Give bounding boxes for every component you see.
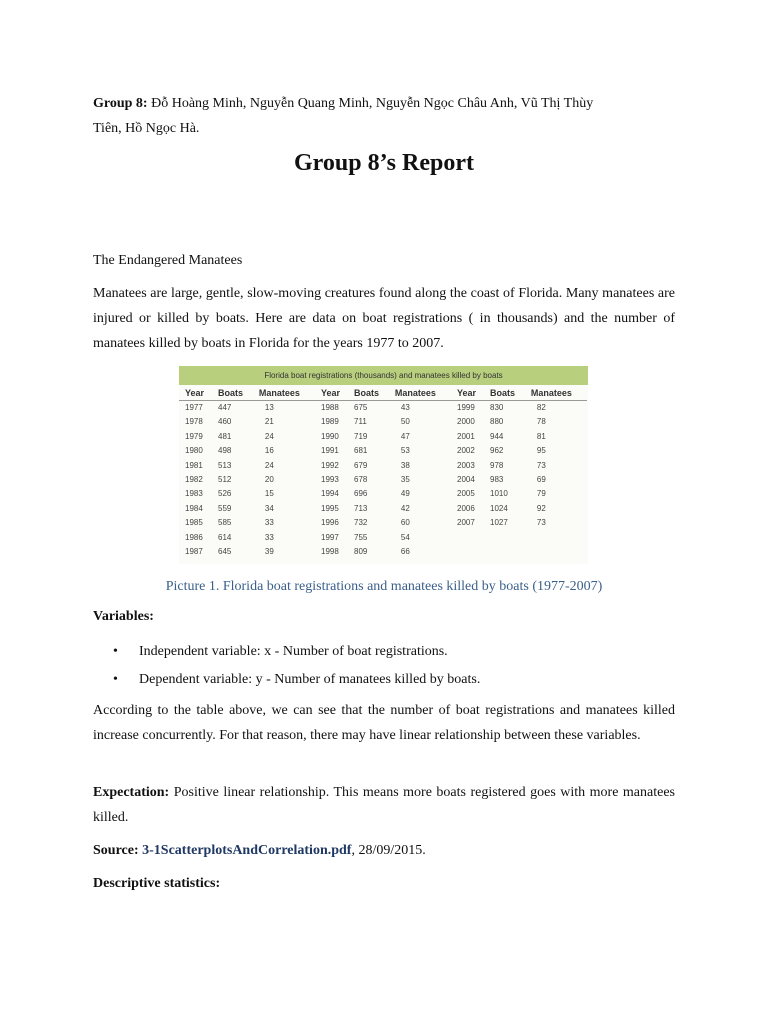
table-row (451, 444, 587, 458)
table-cell: 585 (218, 518, 232, 528)
column-header: Manatees (389, 385, 451, 401)
table-cell: 79 (536, 489, 546, 499)
table-row (451, 415, 587, 429)
table-cell: 830 (490, 403, 504, 412)
table-row (451, 430, 587, 444)
bullet-icon: • (113, 644, 118, 659)
table-cell: 38 (400, 460, 410, 470)
table-row (179, 473, 315, 487)
table-row (451, 401, 587, 416)
members-line-1: Đỗ Hoàng Minh, Nguyễn Quang Minh, Nguyễn Ngọc Châu Anh, Vũ Thị Thùy (147, 96, 594, 111)
table-row (179, 545, 315, 559)
table-cell: 34 (264, 503, 274, 513)
dependent-variable: Dependent variable: y - Number of manatees killed by boats. (139, 672, 481, 687)
table-cell: 2003 (457, 460, 475, 470)
table-cell: 33 (264, 518, 274, 528)
bullet-icon: • (113, 672, 118, 687)
table-cell: 1982 (185, 475, 203, 485)
table-cell: 1999 (457, 403, 475, 412)
table-cell: 1984 (185, 503, 203, 513)
table-row (315, 444, 451, 458)
column-header: Year (179, 385, 212, 401)
table-cell: 78 (536, 417, 546, 427)
report-title: Group 8’s Report (294, 150, 474, 176)
boat-manatee-table-image (179, 366, 588, 564)
group-members (93, 91, 675, 141)
table-cell: 66 (400, 547, 410, 557)
members-line-2: Tiên, Hồ Ngọc Hà. (93, 121, 200, 136)
table-cell: 447 (218, 403, 232, 412)
table-cell: 92 (536, 503, 546, 513)
table-cell: 719 (354, 431, 368, 441)
column-header: Year (451, 385, 484, 401)
table-cell: 755 (354, 532, 368, 542)
source-link[interactable]: 3-1ScatterplotsAndCorrelation.pdf (142, 843, 352, 858)
table-cell: 711 (354, 417, 367, 427)
table-cell: 43 (400, 403, 410, 412)
table-cell: 1998 (321, 547, 339, 557)
table-row (315, 415, 451, 429)
table-row (315, 545, 451, 559)
table-cell: 1979 (185, 431, 203, 441)
table-cell: 39 (264, 547, 274, 557)
table-row (179, 459, 315, 473)
source-line (93, 838, 675, 863)
table-cell: 95 (536, 446, 546, 456)
table-cell: 1991 (321, 446, 339, 456)
column-header: Manatees (253, 385, 315, 401)
table-cell: 732 (354, 518, 368, 528)
column-header: Boats (212, 385, 253, 401)
table-cell: 1995 (321, 503, 339, 513)
table-row (179, 401, 315, 416)
table-columns (179, 385, 588, 559)
table-cell: 73 (536, 518, 546, 528)
table-group-3 (451, 385, 587, 559)
table-cell: 2006 (457, 503, 475, 513)
table-row (315, 531, 451, 545)
table-cell: 481 (218, 431, 232, 441)
list-item (93, 638, 675, 666)
variables-heading (93, 604, 675, 629)
table-cell: 679 (354, 460, 368, 470)
table-row (315, 487, 451, 501)
table-cell: 24 (264, 431, 274, 441)
table-cell: 54 (400, 532, 410, 542)
table-cell: 53 (400, 446, 410, 456)
table-cell: 460 (218, 417, 232, 427)
table-cell: 49 (400, 489, 410, 499)
table-cell: 1980 (185, 446, 203, 456)
table-cell: 2001 (457, 431, 475, 441)
table-cell: 24 (264, 460, 274, 470)
table-cell: 1985 (185, 518, 203, 528)
table-row (315, 516, 451, 530)
table-cell: 60 (400, 518, 410, 528)
analysis-paragraph: According to the table above, we can see that the number of boat registrations and manatees killed increase concurrently. For that reason, there may have linear relationship between these variables. (93, 703, 675, 743)
list-item (93, 666, 675, 694)
table-cell: 2000 (457, 417, 475, 427)
table-cell: 498 (218, 446, 232, 456)
table-cell: 1983 (185, 489, 203, 499)
table-row (451, 487, 587, 501)
expectation-paragraph (93, 780, 675, 830)
table-cell: 69 (536, 475, 546, 485)
descriptive-heading (93, 871, 675, 896)
table-header-caption: Florida boat registrations (thousands) and manatees killed by boats (179, 366, 588, 385)
table-cell: 944 (490, 431, 504, 441)
table-cell: 1978 (185, 417, 203, 427)
column-header: Year (315, 385, 348, 401)
table-cell: 696 (354, 489, 368, 499)
table-cell: 20 (264, 475, 274, 485)
independent-variable: Independent variable: x - Number of boat registrations. (139, 644, 448, 659)
table-cell: 16 (264, 446, 274, 456)
table-cell: 2004 (457, 475, 475, 485)
table-row (315, 401, 451, 416)
source-date: , 28/09/2015. (351, 843, 426, 858)
table-row (451, 473, 587, 487)
expectation-text: Positive linear relationship. This means more boats registered goes with more manatees killed. (93, 785, 675, 825)
table-cell: 1989 (321, 417, 339, 427)
table-cell: 2005 (457, 489, 475, 499)
table-cell: 1992 (321, 460, 339, 470)
table-cell: 2002 (457, 446, 475, 456)
table-cell: 1024 (490, 503, 508, 513)
table-row (179, 516, 315, 530)
section-heading: The Endangered Manatees (93, 253, 243, 268)
table-cell: 526 (218, 489, 232, 499)
table-cell: 13 (264, 403, 274, 412)
table-cell: 559 (218, 503, 232, 513)
table-row (179, 444, 315, 458)
table-row (179, 487, 315, 501)
table-cell: 1988 (321, 403, 339, 412)
column-header: Boats (484, 385, 525, 401)
table-cell: 645 (218, 547, 232, 557)
table-row (451, 459, 587, 473)
expectation-label: Expectation: (93, 785, 170, 800)
table-cell: 681 (354, 446, 368, 456)
table-cell: 675 (354, 403, 368, 412)
table-row (451, 502, 587, 516)
source-label: Source: (93, 843, 139, 858)
table-row (179, 502, 315, 516)
variables-list (93, 638, 675, 694)
table-cell: 713 (354, 503, 368, 513)
table-cell: 33 (264, 532, 274, 542)
table-row (315, 430, 451, 444)
column-header: Boats (348, 385, 389, 401)
table-cell: 978 (490, 460, 504, 470)
table-cell: 21 (264, 417, 274, 427)
group-label: Group 8: (93, 96, 148, 111)
table-cell: 1986 (185, 532, 203, 542)
table-cell: 1987 (185, 547, 203, 557)
variables-heading-text: Variables: (93, 609, 154, 624)
table-cell: 47 (400, 431, 410, 441)
table-cell: 1027 (490, 518, 508, 528)
table-cell: 15 (264, 489, 274, 499)
table-cell: 81 (536, 431, 546, 441)
table-cell: 1010 (490, 489, 508, 499)
table-cell: 809 (354, 547, 368, 557)
table-group-1 (179, 385, 315, 559)
table-cell: 2007 (457, 518, 475, 528)
table-cell: 1996 (321, 518, 339, 528)
table-cell: 1997 (321, 532, 339, 542)
table-row (451, 516, 587, 530)
table-cell: 1977 (185, 403, 203, 412)
table-cell: 512 (218, 475, 232, 485)
table-cell: 880 (490, 417, 504, 427)
table-cell: 983 (490, 475, 504, 485)
table-cell: 614 (218, 532, 232, 542)
table-cell: 1981 (185, 460, 203, 470)
table-cell: 1993 (321, 475, 339, 485)
table-cell: 73 (536, 460, 546, 470)
descriptive-heading-text: Descriptive statistics: (93, 876, 221, 891)
table-row (315, 473, 451, 487)
table-cell: 50 (400, 417, 410, 427)
table-cell: 42 (400, 503, 410, 513)
table-row (179, 531, 315, 545)
table-row (315, 459, 451, 473)
column-header: Manatees (525, 385, 587, 401)
figure-caption: Picture 1. Florida boat registrations and manatees killed by boats (1977-2007) (165, 579, 603, 594)
table-cell: 678 (354, 475, 368, 485)
table-cell: 962 (490, 446, 504, 456)
table-row (179, 415, 315, 429)
table-row (179, 430, 315, 444)
table-cell: 82 (536, 403, 546, 412)
intro-paragraph: Manatees are large, gentle, slow-moving creatures found along the coast of Florida. Many manatees are injured or killed by boats. Here are data on boat registrations ( in thousands) and the number of manatees killed by boats in Florida for the years 1977 to 2007. (93, 286, 675, 351)
table-cell: 1994 (321, 489, 339, 499)
table-row (315, 502, 451, 516)
table-cell: 35 (400, 475, 410, 485)
table-cell: 1990 (321, 431, 339, 441)
table-cell: 513 (218, 460, 232, 470)
table-group-2 (315, 385, 451, 559)
